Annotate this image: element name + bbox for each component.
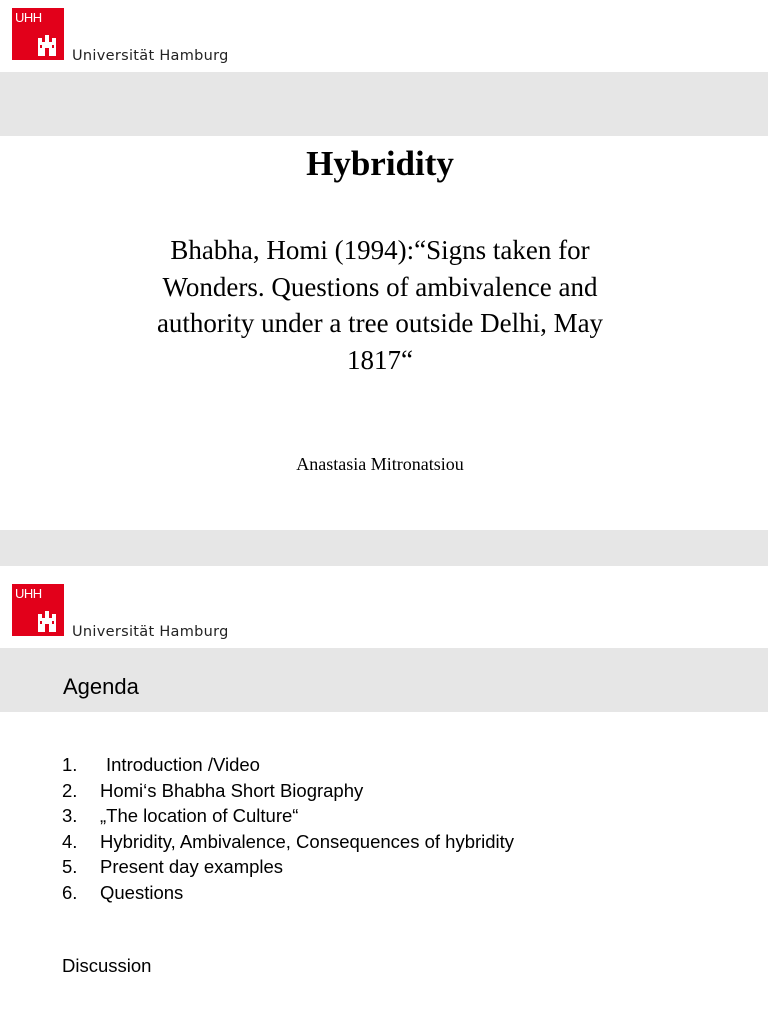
- slide-separator: [0, 530, 768, 566]
- agenda-item-number: 2.: [62, 779, 78, 801]
- castle-icon: [36, 34, 58, 56]
- uhh-logo-mark: [12, 584, 64, 636]
- university-logo: [12, 584, 229, 640]
- agenda-slide: [0, 566, 768, 1024]
- agenda-item: [62, 752, 514, 778]
- agenda-heading: Agenda: [63, 674, 139, 699]
- agenda-item: [62, 829, 514, 855]
- logo-mark-text: UHH: [15, 586, 42, 601]
- university-logo: [12, 8, 229, 64]
- agenda-item-text: Hybridity, Ambivalence, Consequences of hybridity: [100, 830, 515, 852]
- author-name: Anastasia Mitronatsiou: [296, 454, 464, 474]
- agenda-item-text: Present day examples: [100, 856, 284, 878]
- agenda-item-number: 6.: [62, 881, 78, 903]
- header-band: [0, 72, 768, 136]
- agenda-item-text: Homi‘s Bhabha Short Biography: [100, 779, 364, 801]
- agenda-item-text: „The location of Culture“: [100, 805, 299, 827]
- agenda-item-number: 3.: [62, 805, 78, 827]
- university-name: Universität Hamburg: [72, 48, 229, 64]
- agenda-item: [62, 803, 514, 829]
- agenda-list: [62, 752, 514, 906]
- agenda-item: [62, 778, 514, 804]
- citation-text: Bhabha, Homi (1994):“Signs taken for Wonders. Questions of ambivalence and authority under a tree outside Delhi, May 1817“: [156, 235, 604, 375]
- agenda-item-text: Introduction /Video: [106, 754, 260, 775]
- slide-title: Hybridity: [306, 144, 454, 183]
- agenda-item-number: 1.: [62, 754, 78, 775]
- university-name: Universität Hamburg: [72, 624, 229, 640]
- uhh-logo-mark: [12, 8, 64, 60]
- agenda-item-number: 5.: [62, 856, 78, 878]
- discussion-label: Discussion: [62, 955, 152, 976]
- agenda-item: [62, 854, 514, 880]
- castle-icon: [36, 610, 58, 632]
- logo-mark-text: UHH: [15, 10, 42, 25]
- agenda-item: [62, 880, 514, 906]
- agenda-item-text: Questions: [100, 881, 184, 903]
- agenda-item-number: 4.: [62, 830, 78, 852]
